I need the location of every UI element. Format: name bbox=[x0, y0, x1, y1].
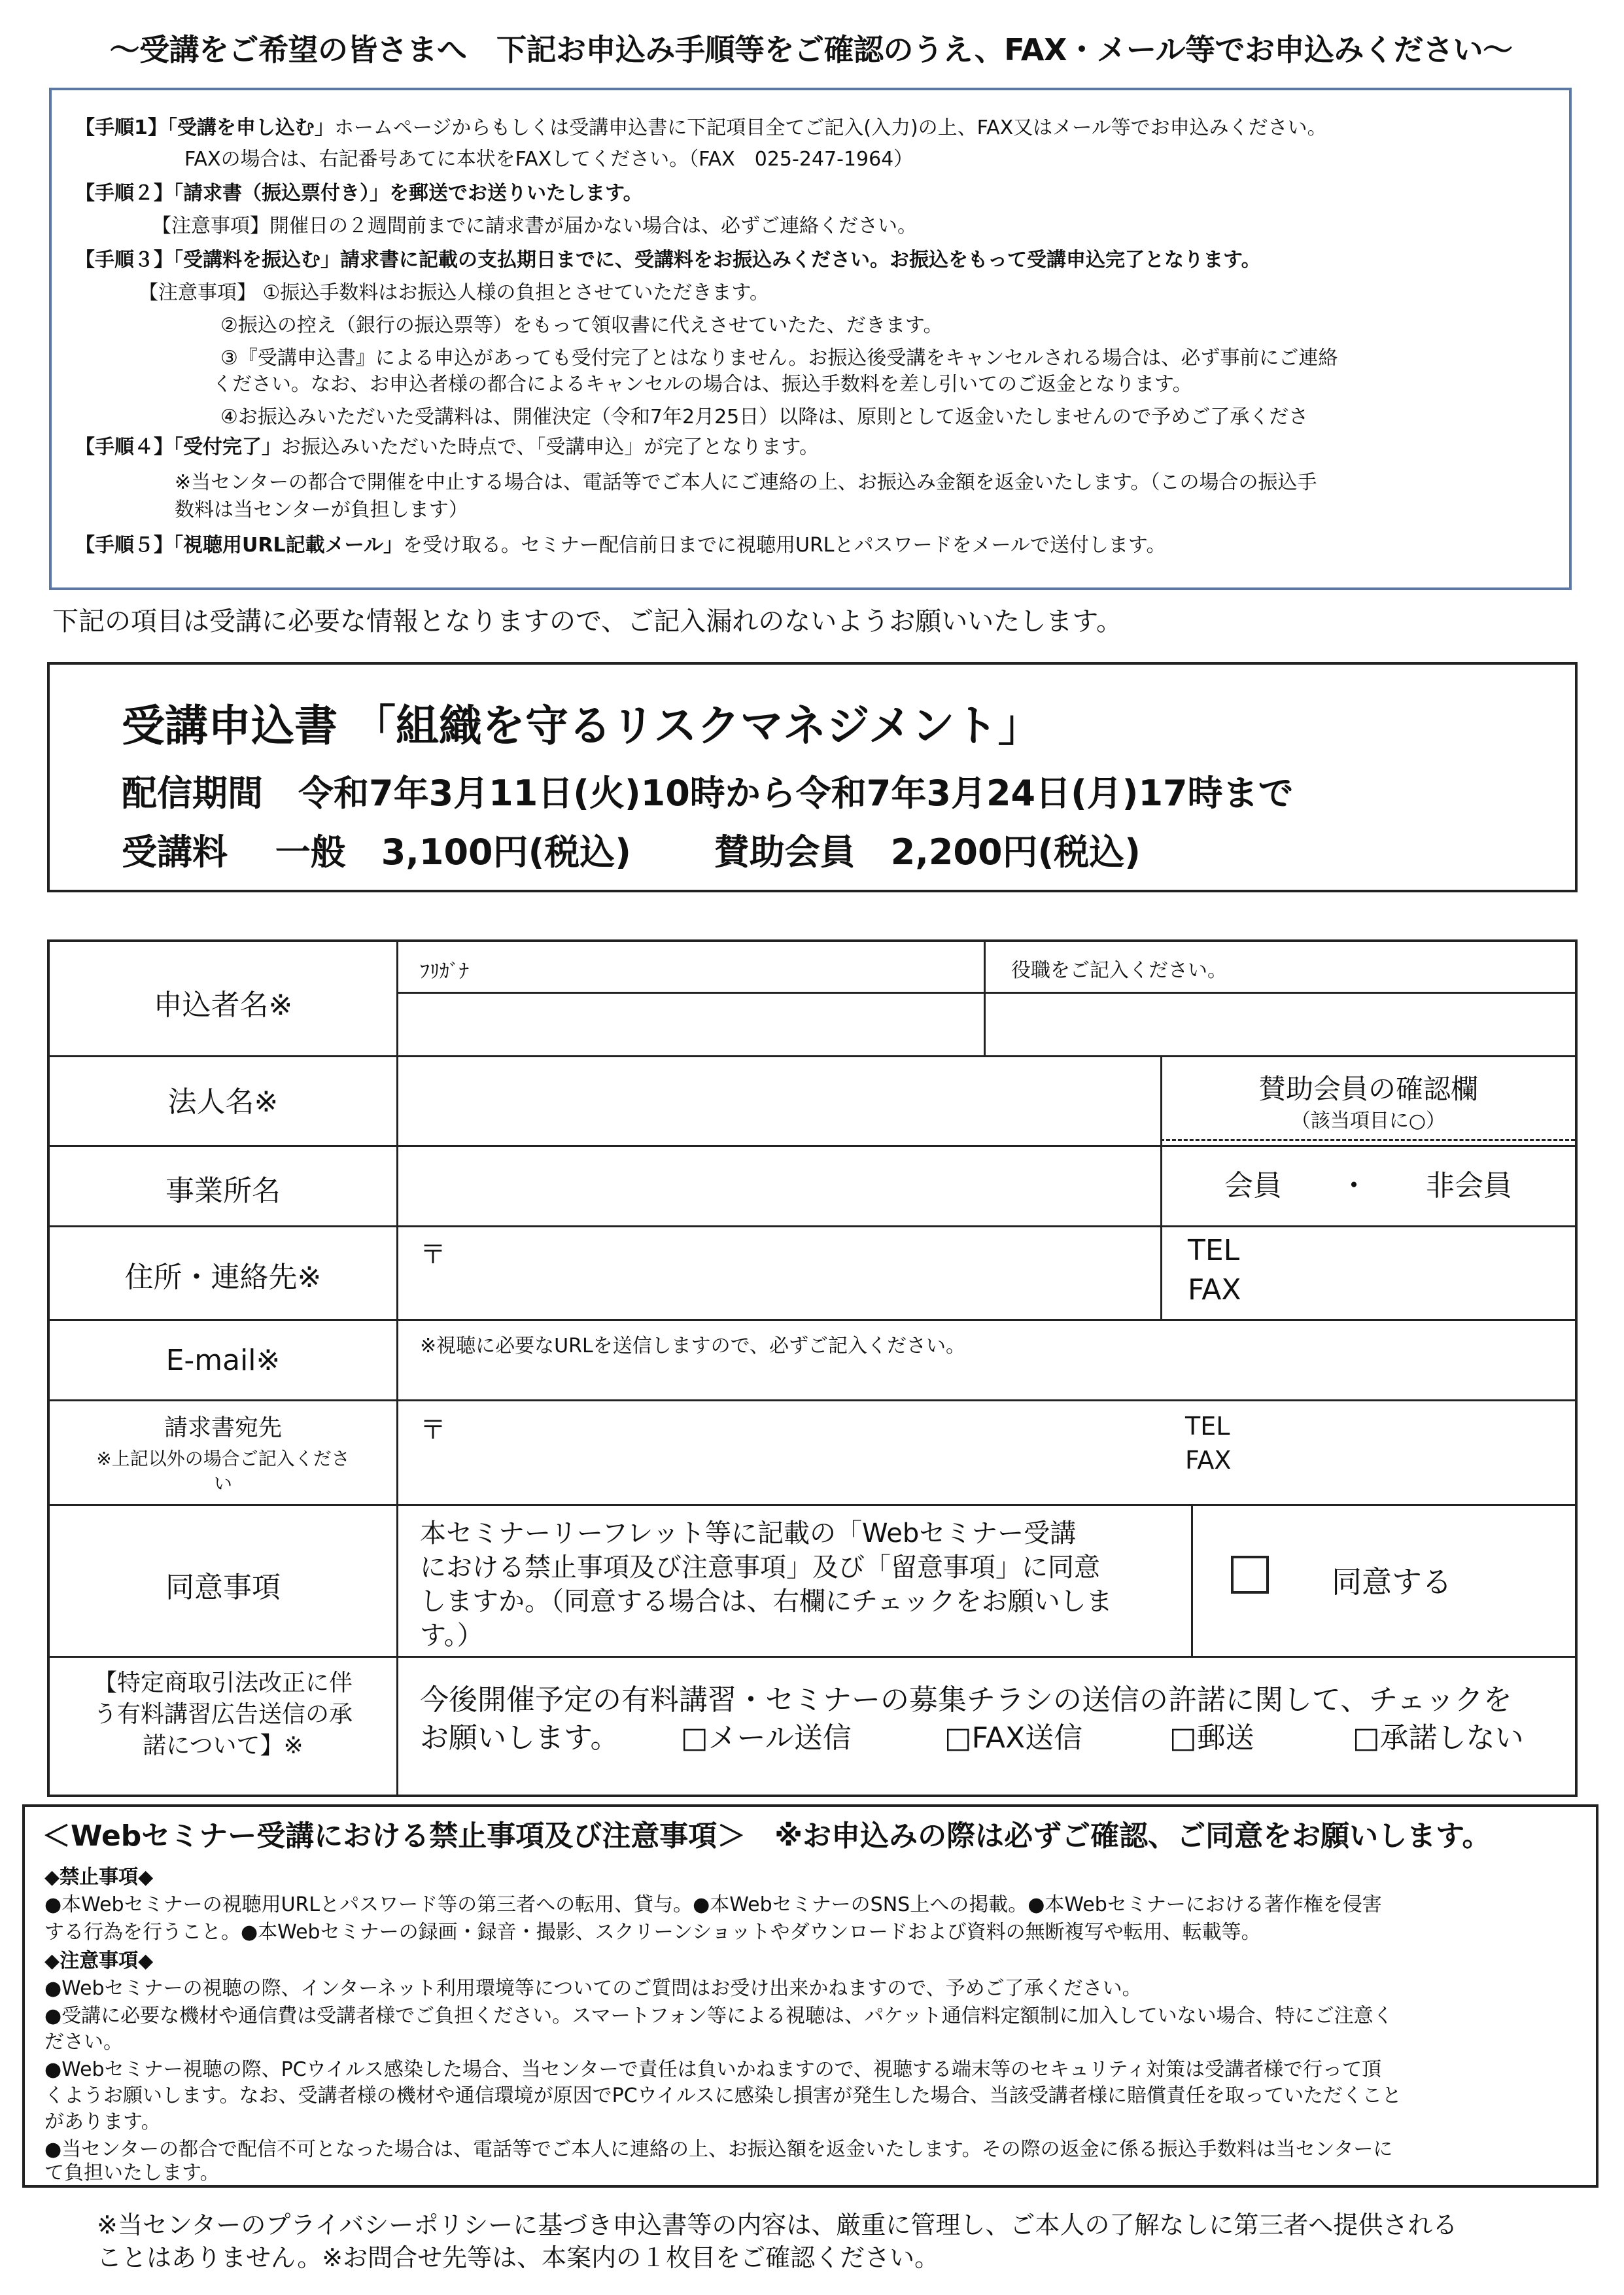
caution-3b: くようお願いします。なお、受講者様の機材や通信環境が原因でPCウイルスに感染し損害が発生した場合、当該受講者様に賠償責任を取っていただくこと bbox=[44, 2084, 1402, 2107]
page-header: ～受講をご希望の皆さまへ 下記お申込み手順等をご確認のうえ、FAX・メール等でお申込みください～ bbox=[109, 32, 1513, 67]
step-4-note-a: ※当センターの都合で開催を中止する場合は、電話等でご本人にご連絡の上、お振込み金額を返金いたします。（この場合の振込手 bbox=[175, 471, 1317, 494]
step-3-note-3b: ください。なお、お申込者様の都合によるキャンセルの場合は、振込手数料を差し引いてのご返金となります。 bbox=[213, 373, 1192, 396]
member-check-label: 賛助会員の確認欄 bbox=[1258, 1073, 1478, 1105]
ad-consent-please: お願いします。 bbox=[420, 1721, 619, 1755]
step-1-heading: 【手順1】「受講を申し込む」 bbox=[75, 116, 334, 139]
step-3-heading: 【手順３】「受講料を振込む」請求書に記載の支払期日までに、受講料をお振込みください。お振込をもって受講申込完了となります。 bbox=[75, 249, 1261, 272]
invoice-fax-label: FAX bbox=[1185, 1446, 1232, 1475]
ad-consent-label-c: 諾について】※ bbox=[143, 1732, 303, 1759]
notes-title: ＜Webセミナー受講における禁止事項及び注意事項＞ ※お申込みの際は必ずご確認、ご同意をお願いします。 bbox=[42, 1819, 1491, 1853]
position-field[interactable] bbox=[986, 994, 1574, 1054]
step-1 bbox=[75, 115, 1327, 141]
caution-heading: ◆注意事項◆ bbox=[44, 1950, 154, 1972]
step-1-text: ホームページからもしくは受講申込書に下記項目全てご記入(入力)の上、FAX又はメール等でお申込みください。 bbox=[334, 116, 1327, 139]
prohibited-1b: する行為を行うこと。●本Webセミナーの録画・録音・撮影、スクリーンショットやダウンロードおよび資料の無断複写や転用、転載等。 bbox=[44, 1921, 1261, 1944]
applicant-name-field[interactable] bbox=[398, 994, 982, 1054]
invoice-note-a: ※上記以外の場合ご記入くださ bbox=[96, 1448, 350, 1469]
caution-3a: ●Webセミナー視聴の際、PCウイルス感染した場合、当センターで責任は負いかねますので、視聴する端末等のセキュリティ対策は受講者様で行って頂 bbox=[44, 2058, 1382, 2081]
caution-2a: ●受講に必要な機材や通信費は受講者様でご負担ください。スマートフォン等による視聴は、パケット通信料定額制に加入していない場合、特にご注意く bbox=[44, 2005, 1393, 2027]
option-post[interactable]: □郵送 bbox=[1169, 1721, 1254, 1755]
step-1-fax: FAXの場合は、右記番号あてに本状をFAXしてください。（FAX 025-247-1964） bbox=[184, 148, 914, 171]
invoice-tel-label: TEL bbox=[1185, 1412, 1230, 1441]
caution-3c: があります。 bbox=[44, 2111, 161, 2133]
option-decline[interactable]: □承諾しない bbox=[1353, 1721, 1524, 1755]
furigana-label: ﾌﾘｶﾞﾅ bbox=[420, 960, 469, 983]
email-field[interactable] bbox=[398, 1358, 1574, 1398]
notes-box bbox=[22, 1804, 1598, 2188]
step-3-note-1: 【注意事項】 ①振込手数料はお振込人様の負担とさせていただきます。 bbox=[139, 281, 770, 304]
footer-line-2: ことはありません。※お問合せ先等は、本案内の１枚目をご確認ください。 bbox=[97, 2243, 940, 2272]
invoice-postal-mark: 〒 bbox=[420, 1415, 446, 1445]
caution-4a: ●当センターの都合で配信不可となった場合は、電話等でご本人に連絡の上、お振込額を返金いたします。その際の返金に係る振込手数料は当センターに bbox=[44, 2138, 1393, 2161]
step-4-text: お振込みいただいた時点で、「受講申込」が完了となります。 bbox=[281, 436, 819, 459]
corporation-label: 法人名※ bbox=[167, 1085, 279, 1119]
member-options[interactable]: 会員 ・ 非会員 bbox=[1224, 1169, 1512, 1202]
address-field[interactable] bbox=[398, 1227, 1159, 1318]
caution-2b: ださい。 bbox=[44, 2031, 123, 2054]
step-3-note-2: ②振込の控え（銀行の振込票等）をもって領収書に代えさせていたた、だきます。 bbox=[220, 314, 943, 337]
fee-line: 受講料 一般 3,100円(税込) 賛助会員 2,200円(税込) bbox=[122, 832, 1141, 873]
agree-label: 同意する bbox=[1332, 1564, 1452, 1600]
consent-text-d: す。） bbox=[420, 1621, 483, 1651]
consent-text-c: しますか。（同意する場合は、右欄にチェックをお願いしま bbox=[420, 1586, 1113, 1617]
invoice-note-b: い bbox=[213, 1473, 232, 1494]
ad-consent-text: 今後開催予定の有料講習・セミナーの募集チラシの送信の許諾に関して、チェックを bbox=[420, 1683, 1512, 1717]
ad-consent-label-b: う有料講習広告送信の承 bbox=[93, 1701, 353, 1728]
title-box bbox=[47, 662, 1578, 892]
delivery-period: 配信期間 令和7年3月11日(火)10時から令和7年3月24日(月)17時まで bbox=[122, 773, 1294, 814]
prohibited-1a: ●本Webセミナーの視聴用URLとパスワード等の第三者への転用、貸与。●本WebセミナーのSNS上への掲載。●本Webセミナーにおける著作権を侵害 bbox=[44, 1893, 1382, 1916]
step-4-note-b: 数料は当センターが負担します） bbox=[175, 499, 468, 521]
caution-1: ●Webセミナーの視聴の際、インターネット利用環境等についてのご質問はお受け出来かねますので、予めご了承ください。 bbox=[44, 1977, 1142, 2000]
notice-text: 下記の項目は受講に必要な情報となりますので、ご記入漏れのないようお願いいたします。 bbox=[52, 606, 1122, 637]
applicant-name-label: 申込者名※ bbox=[153, 989, 293, 1022]
caution-4b: て負担いたします。 bbox=[44, 2162, 220, 2184]
consent-checkbox[interactable] bbox=[1231, 1556, 1269, 1594]
form-title: 受講申込書 「組織を守るリスクマネジメント」 bbox=[122, 701, 1041, 751]
footer-line-1: ※当センターのプライバシーポリシーに基づき申込書等の内容は、厳重に管理し、ご本人の了解なしに第三者へ提供される bbox=[97, 2211, 1458, 2239]
application-form bbox=[47, 939, 1578, 1797]
member-check-sub: （該当項目に○） bbox=[1290, 1110, 1446, 1132]
step-2-heading: 【手順２】「請求書（振込票付き）」を郵送でお送りいたします。 bbox=[75, 182, 643, 205]
step-4 bbox=[75, 434, 819, 460]
email-note: ※視聴に必要なURLを送信しますので、必ずご記入ください。 bbox=[420, 1335, 966, 1358]
step-4-heading: 【手順４】「受付完了」 bbox=[75, 436, 281, 459]
fax-label: FAX bbox=[1188, 1273, 1241, 1306]
consent-text-b: における禁止事項及び注意事項」及び「留意事項」に同意 bbox=[420, 1552, 1100, 1583]
consent-text-a: 本セミナーリーフレット等に記載の「Webセミナー受講 bbox=[420, 1518, 1077, 1549]
corporation-field[interactable] bbox=[398, 1057, 1159, 1144]
step-5 bbox=[75, 533, 1166, 558]
tel-label: TEL bbox=[1188, 1234, 1240, 1267]
ad-consent-label-a: 【特定商取引法改正に伴 bbox=[93, 1670, 353, 1696]
step-3-note-4: ④お振込みいただいた受講料は、開催決定（令和7年2月25日）以降は、原則として返金いたしませんので予めご了承くださ bbox=[220, 406, 1309, 429]
option-mail[interactable]: □メール送信 bbox=[681, 1721, 852, 1755]
office-label: 事業所名 bbox=[165, 1174, 281, 1208]
email-label: E-mail※ bbox=[165, 1344, 281, 1377]
step-3-note-3a: ③『受講申込書』による申込があっても受付完了とはなりません。お振込後受講をキャンセルされる場合は、必ず事前にご連絡 bbox=[220, 347, 1338, 370]
invoice-field[interactable] bbox=[398, 1401, 1574, 1503]
office-field[interactable] bbox=[398, 1147, 1159, 1224]
postal-mark: 〒 bbox=[420, 1240, 446, 1270]
address-label: 住所・連絡先※ bbox=[124, 1261, 322, 1294]
step-2-note: 【注意事項】開催日の２週間前までに請求書が届かない場合は、必ずご連絡ください。 bbox=[152, 215, 917, 237]
consent-label: 同意事項 bbox=[165, 1571, 281, 1604]
option-fax[interactable]: □FAX送信 bbox=[944, 1721, 1083, 1755]
position-label: 役職をご記入ください。 bbox=[1011, 959, 1227, 982]
steps-box bbox=[49, 88, 1572, 590]
prohibited-heading: ◆禁止事項◆ bbox=[44, 1866, 154, 1889]
invoice-label: 請求書宛先 bbox=[164, 1414, 282, 1441]
step-5-heading: 【手順５】「視聴用URL記載メール」 bbox=[75, 534, 403, 557]
step-5-text: を受け取る。セミナー配信前日までに視聴用URLとパスワードをメールで送付します。 bbox=[402, 534, 1166, 557]
